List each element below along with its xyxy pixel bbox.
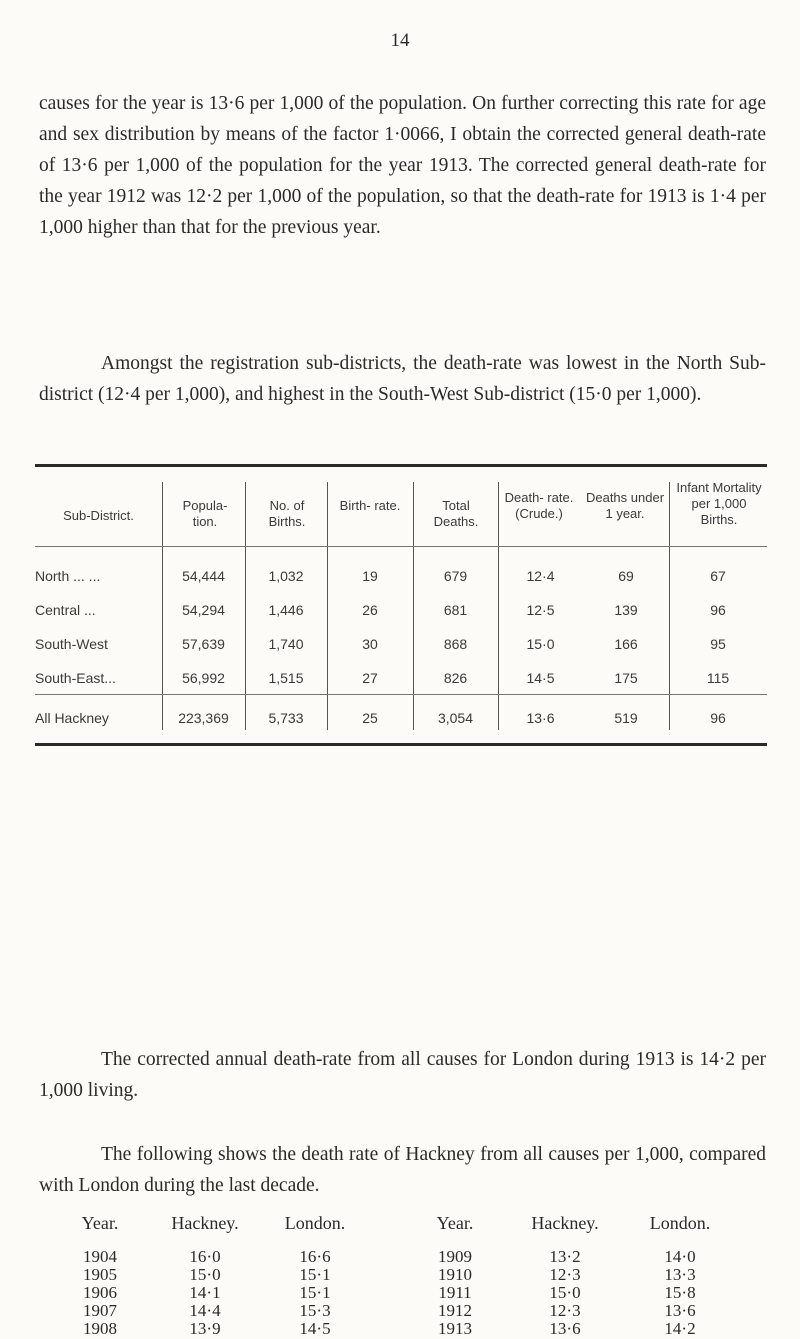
table-cell: 12·4	[526, 568, 555, 584]
table-cell: 868	[443, 636, 468, 652]
decade-year-cell: 1907	[83, 1301, 117, 1320]
table-cell: 27	[362, 670, 378, 686]
paragraph-sub-districts: Amongst the registration sub-districts, the death-rate was lowest in the North Sub-district (12·4 per 1,000), and highest in the South-West Sub-district (15·0 per 1,000).	[39, 353, 766, 405]
sub-district-table	[35, 464, 767, 746]
decade-year-cell: 1904	[83, 1247, 117, 1266]
table-cell: 14·5	[526, 670, 555, 686]
table-row-label: North ... ...	[35, 568, 101, 584]
paragraph-death-rate-correction: causes for the year is 13·6 per 1,000 of the population. On further correcting this rate for age and sex distribution by means of the factor 1·0066, I obtain the corrected general death-rate of 13·6 per 1,000 of the population for the year 1913. The corrected general death-rate for the year 1912 was 12·2 per 1,000 of the population, so that the death-rate for 1913 is 1·4 per 1,000 higher than that for the previous year.	[39, 93, 766, 238]
table-cell: 1,515	[268, 670, 304, 686]
decade-hackney-cell: 12·3	[549, 1265, 581, 1284]
table-total-label: All Hackney	[35, 710, 109, 726]
total-rule	[35, 694, 767, 695]
decade-year-cell: 1905	[83, 1265, 117, 1284]
decade-hackney-cell: 13·9	[189, 1319, 221, 1338]
header-total-deaths: Total Deaths.	[433, 498, 479, 529]
table-total-cell: 5,733	[268, 710, 304, 726]
table-cell: 19	[362, 568, 378, 584]
decade-year-cell: 1906	[83, 1283, 117, 1302]
table-total-cell: 3,054	[437, 710, 474, 726]
decade-year-cell: 1912	[438, 1301, 472, 1320]
decade-year-cell: 1908	[83, 1319, 117, 1338]
table-total-cell: 519	[614, 710, 638, 726]
table-row-label: South-West	[35, 636, 108, 652]
decade-year-cell: 1911	[438, 1283, 472, 1302]
header-birth-rate: Birth- rate.	[339, 498, 401, 513]
decade-hackney-cell: 15·0	[189, 1265, 221, 1284]
decade-london-cell: 14·5	[299, 1319, 331, 1338]
table-cell: 1,740	[268, 636, 304, 652]
decade-london-cell: 14·2	[664, 1319, 696, 1338]
header-deaths-under-1: Deaths under 1 year.	[585, 490, 665, 521]
decade-hackney-cell: 15·0	[549, 1283, 581, 1302]
table-cell: 139	[614, 602, 638, 618]
table-cell: 96	[710, 602, 726, 618]
header-death-rate: Death- rate. (Crude.)	[504, 490, 574, 521]
header-infant-mortality: Infant Mortality per 1,000 Births.	[676, 480, 762, 527]
page-number: 14	[390, 30, 410, 51]
decade-header-hackney: Hackney.	[171, 1213, 239, 1233]
table-total-cell: 25	[362, 710, 378, 726]
table-cell: 12·5	[526, 602, 555, 618]
table-cell: 15·0	[526, 636, 555, 652]
table-cell: 69	[618, 568, 634, 584]
decade-london-cell: 13·6	[664, 1301, 696, 1320]
table-cell: 57,639	[182, 636, 225, 652]
decade-london-cell: 15·1	[299, 1283, 331, 1302]
decade-year-cell: 1913	[438, 1319, 472, 1338]
header-rule	[35, 546, 767, 547]
decade-year-cell: 1909	[438, 1247, 472, 1266]
table-cell: 826	[443, 670, 468, 686]
table-cell: 30	[362, 636, 378, 652]
decade-hackney-cell: 12·3	[549, 1301, 581, 1320]
decade-hackney-cell: 16·0	[189, 1247, 221, 1266]
table-total-cell: 96	[710, 710, 726, 726]
decade-header-london: London.	[649, 1213, 711, 1233]
decade-london-cell: 13·3	[664, 1265, 696, 1284]
header-births: No. of Births.	[268, 498, 306, 529]
table-cell: 54,294	[182, 602, 225, 618]
decade-hackney-cell: 14·1	[189, 1283, 221, 1302]
paragraph-decade-intro: The following shows the death rate of Hackney from all causes per 1,000, compared with London during the last decade.	[39, 1144, 766, 1196]
table-cell: 54,444	[182, 568, 225, 584]
decade-year-cell: 1910	[438, 1265, 472, 1284]
decade-london-cell: 14·0	[664, 1247, 696, 1266]
table-cell: 681	[443, 602, 468, 618]
decade-header-hackney: Hackney.	[531, 1213, 599, 1233]
decade-hackney-cell: 14·4	[189, 1301, 221, 1320]
table-total-cell: 13·6	[526, 710, 555, 726]
decade-hackney-cell: 13·6	[549, 1319, 581, 1338]
decade-header-year: Year.	[436, 1213, 474, 1233]
table-cell: 26	[362, 602, 378, 618]
decade-header-year: Year.	[81, 1213, 119, 1233]
table-cell: 1,446	[268, 602, 304, 618]
decade-hackney-cell: 13·2	[549, 1247, 581, 1266]
table-bottom-rule	[35, 743, 767, 746]
decade-london-cell: 15·1	[299, 1265, 331, 1284]
decade-london-cell: 15·3	[299, 1301, 331, 1320]
table-cell: 679	[443, 568, 468, 584]
decade-london-cell: 16·6	[299, 1247, 331, 1266]
header-sub-district: Sub-District.	[63, 508, 134, 523]
table-cell: 1,032	[268, 568, 304, 584]
paragraph-london-rate: The corrected annual death-rate from all causes for London during 1913 is 14·2 per 1,000 living.	[39, 1049, 766, 1101]
table-top-rule	[35, 464, 767, 467]
decade-header-london: London.	[284, 1213, 346, 1233]
table-cell: 175	[614, 670, 638, 686]
table-row-label: South-East...	[35, 670, 116, 686]
table-cell: 67	[710, 568, 726, 584]
table-total-cell: 223,369	[178, 710, 229, 726]
header-population: Popula- tion.	[182, 498, 228, 529]
decade-london-cell: 15·8	[664, 1283, 696, 1302]
table-cell: 115	[706, 670, 730, 686]
table-row-label: Central ...	[35, 602, 96, 618]
table-cell: 95	[710, 636, 726, 652]
table-cell: 166	[614, 636, 638, 652]
table-cell: 56,992	[182, 670, 225, 686]
